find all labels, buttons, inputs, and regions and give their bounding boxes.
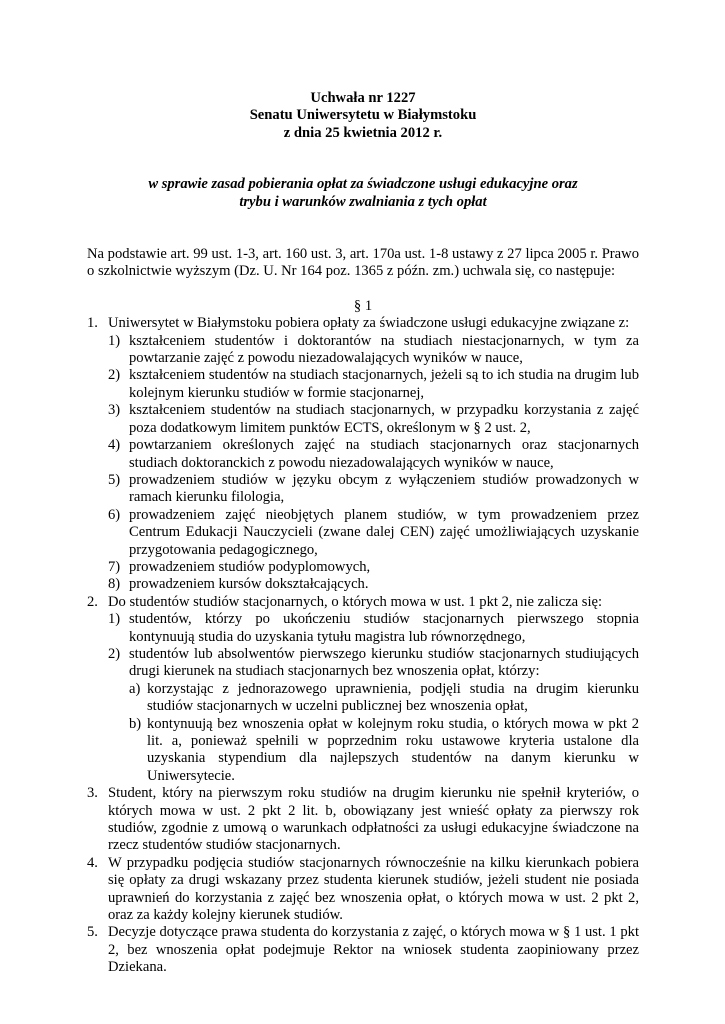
item-text: prowadzeniem studiów w języku obcym z wyłączeniem studiów prowadzonych w ramach kierunku filologia, [129, 471, 639, 506]
subject-line: trybu i warunków zwalniania z tych opłat [239, 193, 487, 210]
point-text: W przypadku podjęcia studiów stacjonarnych równocześnie na kilku kierunkach pobiera się opłaty za drugi wskazany przez studenta kierunek studiów, jeżeli student nie posiada uprawnień do korzystania z zajęć bez wnoszenia opłat, o których mowa w ust. 2 pkt 2, oraz za każdy kolejny kierunek studiów. [108, 854, 639, 924]
issuing-body: Senatu Uniwersytetu w Białymstoku [249, 107, 477, 124]
numbered-point [87, 924, 639, 976]
list-item [108, 333, 639, 368]
item-text: powtarzaniem określonych zajęć na studiach stacjonarnych oraz stacjonarnych studiach doktoranckich z powodu niezadowalających wyników w nauce, [129, 437, 639, 471]
item-text: kształceniem studentów na studiach stacjonarnych, jeżeli są to ich studia na drugim lub kolejnym kierunku studiów w formie stacjonarnej, [129, 367, 639, 401]
list-item [108, 472, 639, 507]
item-text: prowadzeniem studiów podyplomowych, [129, 558, 371, 575]
list-item [108, 576, 639, 593]
resolution-number: Uchwała nr 1227 [310, 90, 416, 106]
item-text: prowadzeniem kursów dokształcających. [129, 576, 369, 593]
numbered-point [87, 315, 639, 594]
letter-text: kontynuują bez wnoszenia opłat w kolejnym roku studia, o których mowa w pkt 2 lit. a, ponieważ spełnili w poprzednim roku ustawowe kryteria ustalone dla uzyskania stypendium dla najlepszych studentów na danym kierunku w Uniwersytecie. [147, 715, 639, 784]
item-number: 4) [108, 437, 121, 454]
point-text: Uniwersytet w Białymstoku pobiera opłaty za świadczone usługi edukacyjne związane z: [108, 315, 630, 332]
item-text: prowadzeniem zajęć nieobjętych planem studiów, w tym prowadzeniem przez Centrum Edukacji Nauczycieli (zwane dalej CEN) zajęć umożliwiających uzyskanie przygotowania pedagogicznego, [129, 506, 639, 558]
point-number: 4. [87, 854, 98, 871]
item-number: 8) [108, 576, 121, 593]
item-number: 2) [108, 645, 121, 662]
list-item [108, 437, 639, 472]
item-number: 7) [108, 558, 121, 575]
list-item [108, 367, 639, 402]
item-text: studentów lub absolwentów pierwszego kierunku studiów stacjonarnych studiujących drugi kierunek na studiach stacjonarnych bez wnoszenia opłat, którzy: [129, 645, 639, 680]
numbered-point [87, 594, 639, 785]
letter-item [129, 681, 639, 716]
subject-line: w sprawie zasad pobierania opłat za świadczone usługi edukacyjne oraz [148, 176, 578, 193]
letter-label: b) [129, 715, 142, 732]
resolution-header [87, 90, 639, 142]
point-number: 2. [87, 593, 98, 610]
resolution-subject [87, 176, 639, 211]
item-text: kształceniem studentów na studiach stacjonarnych, w przypadku korzystania z zajęć poza dodatkowym limitem punktów ECTS, określonym w § 2 ust. 2, [129, 402, 639, 436]
point-number: 1. [87, 315, 98, 332]
legal-basis-paragraph: Na podstawie art. 99 ust. 1-3, art. 160 ust. 3, art. 170a ust. 1-8 ustawy z 27 lipca 2005 r. Prawo o szkolnictwie wyższym (Dz. U. Nr 164 poz. 1365 z późn. zm.) uchwala się, co następuje: [87, 246, 639, 280]
point-text: Student, który na pierwszym roku studiów na drugim kierunku nie spełnił kryteriów, o których mowa w ust. 2 pkt 2 lit. b, obowiązany jest wnieść opłaty za pierwszy rok studiów, zgodnie z umową o warunkach odpłatności za usługi edukacyjne świadczone na rzecz studentów studiów stacjonarnych. [108, 785, 639, 854]
list-item [108, 402, 639, 437]
item-number: 1) [108, 332, 121, 349]
item-number: 5) [108, 471, 121, 488]
point-text: Do studentów studiów stacjonarnych, o których mowa w ust. 1 pkt 2, nie zalicza się: [108, 593, 603, 610]
numbered-point [87, 855, 639, 925]
item-number: 6) [108, 506, 121, 523]
point-number: 5. [87, 924, 98, 941]
point-text: Decyzje dotyczące prawa studenta do korzystania z zajęć, o których mowa w § 1 ust. 1 pkt 2, bez wnoszenia opłat podejmuje Rektor na wniosek studenta zaopiniowany przez Dziekana. [108, 924, 639, 976]
sub-list [108, 611, 639, 785]
list-item [108, 507, 639, 559]
item-number: 2) [108, 367, 121, 384]
list-item [108, 611, 639, 646]
list-item [108, 559, 639, 576]
letter-list [129, 681, 639, 785]
numbered-point [87, 785, 639, 855]
item-text: studentów, którzy po ukończeniu studiów stacjonarnych pierwszego stopnia kontynuują studia do uzyskania tytułu magistra lub równorzędnego, [129, 611, 639, 645]
item-number: 1) [108, 611, 121, 628]
resolution-date: z dnia 25 kwietnia 2012 r. [283, 124, 443, 141]
letter-item [129, 716, 639, 786]
letter-text: korzystając z jednorazowego uprawnienia, podjęli studia na drugim kierunku studiów stacjonarnych w uczelni publicznej bez wnoszenia opłat, [147, 680, 639, 715]
point-number: 3. [87, 785, 98, 802]
letter-label: a) [129, 680, 141, 697]
sub-list [108, 333, 639, 594]
item-text: kształceniem studentów i doktorantów na studiach niestacjonarnych, w tym za powtarzanie zajęć z powodu niezadowalających wyników w nauce, [129, 332, 639, 367]
list-item [108, 646, 639, 785]
section-mark: § 1 [353, 297, 373, 314]
item-number: 3) [108, 402, 121, 419]
